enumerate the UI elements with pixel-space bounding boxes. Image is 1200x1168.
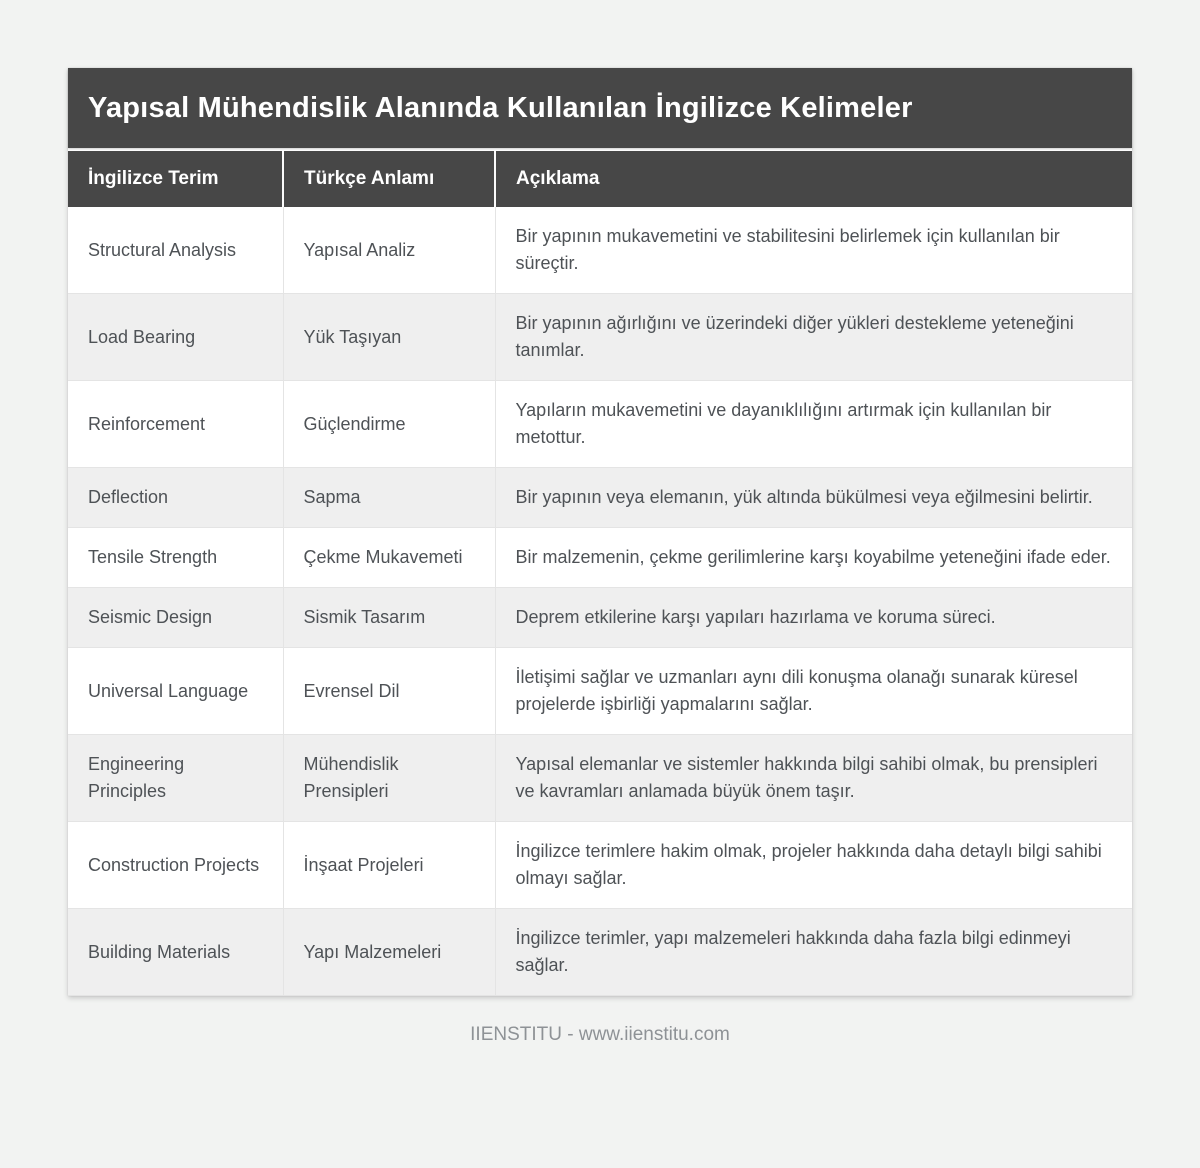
table-row [68, 648, 1132, 735]
description-cell: İngilizce terimler, yapı malzemeleri hakkında daha fazla bilgi edinmeyi sağlar. [495, 909, 1132, 996]
english-term-cell: Building Materials [68, 909, 283, 996]
table-row [68, 588, 1132, 648]
description-cell: Bir yapının mukavemetini ve stabilitesini belirlemek için kullanılan bir süreçtir. [495, 207, 1132, 294]
turkish-meaning-cell: Güçlendirme [283, 381, 495, 468]
english-term-cell: Seismic Design [68, 588, 283, 648]
description-cell: İngilizce terimlere hakim olmak, projeler hakkında daha detaylı bilgi sahibi olmayı sağlar. [495, 822, 1132, 909]
turkish-meaning-cell: Yük Taşıyan [283, 294, 495, 381]
description-cell: Deprem etkilerine karşı yapıları hazırlama ve koruma süreci. [495, 588, 1132, 648]
english-term-cell: Reinforcement [68, 381, 283, 468]
description-cell: Bir yapının ağırlığını ve üzerindeki diğer yükleri destekleme yeteneğini tanımlar. [495, 294, 1132, 381]
table-row [68, 468, 1132, 528]
vocabulary-table [68, 151, 1132, 996]
turkish-meaning-cell: Sapma [283, 468, 495, 528]
column-header-english-term: İngilizce Terim [68, 151, 283, 207]
description-cell: İletişimi sağlar ve uzmanları aynı dili konuşma olanağı sunarak küresel projelerde işbirliği yapmalarını sağlar. [495, 648, 1132, 735]
table-row [68, 381, 1132, 468]
header-row [68, 151, 1132, 207]
table-body [68, 207, 1132, 996]
table-row [68, 909, 1132, 996]
vocabulary-table-card [68, 68, 1132, 996]
english-term-cell: Universal Language [68, 648, 283, 735]
english-term-cell: Structural Analysis [88, 239, 237, 260]
english-term-cell: Tensile Strength [68, 528, 283, 588]
table-title: Yapısal Mühendislik Alanında Kullanılan İngilizce Kelimeler [68, 68, 1132, 148]
description-cell: Bir yapının veya elemanın, yük altında bükülmesi veya eğilmesini belirtir. [495, 468, 1132, 528]
column-header-description: Açıklama [495, 151, 1132, 207]
table-row [68, 822, 1132, 909]
english-term-cell: Deflection [68, 468, 283, 528]
table-header [68, 151, 1132, 207]
description-cell: Bir malzemenin, çekme gerilimlerine karşı koyabilme yeteneğini ifade eder. [495, 528, 1132, 588]
turkish-meaning-cell: Mühendislik Prensipleri [283, 735, 495, 822]
turkish-meaning-cell: İnşaat Projeleri [283, 822, 495, 909]
column-header-turkish-meaning: Türkçe Anlamı [283, 151, 495, 207]
english-term-cell: Engineering Principles [68, 735, 283, 822]
english-term-cell: Load Bearing [68, 294, 283, 381]
english-term-cell: Construction Projects [68, 822, 283, 909]
table-row [68, 528, 1132, 588]
table-row [68, 294, 1132, 381]
turkish-meaning-cell: Çekme Mukavemeti [283, 528, 495, 588]
footer-branding: IIENSTITU - www.iienstitu.com [470, 1024, 730, 1045]
table-row [68, 207, 1132, 294]
turkish-meaning-cell: Evrensel Dil [283, 648, 495, 735]
description-cell: Yapıların mukavemetini ve dayanıklılığını artırmak için kullanılan bir metottur. [495, 381, 1132, 468]
turkish-meaning-cell: Sismik Tasarım [283, 588, 495, 648]
turkish-meaning-cell: Yapısal Analiz [283, 207, 495, 294]
turkish-meaning-cell: Yapı Malzemeleri [283, 909, 495, 996]
table-row [68, 735, 1132, 822]
description-cell: Yapısal elemanlar ve sistemler hakkında bilgi sahibi olmak, bu prensipleri ve kavramları anlamada büyük önem taşır. [495, 735, 1132, 822]
